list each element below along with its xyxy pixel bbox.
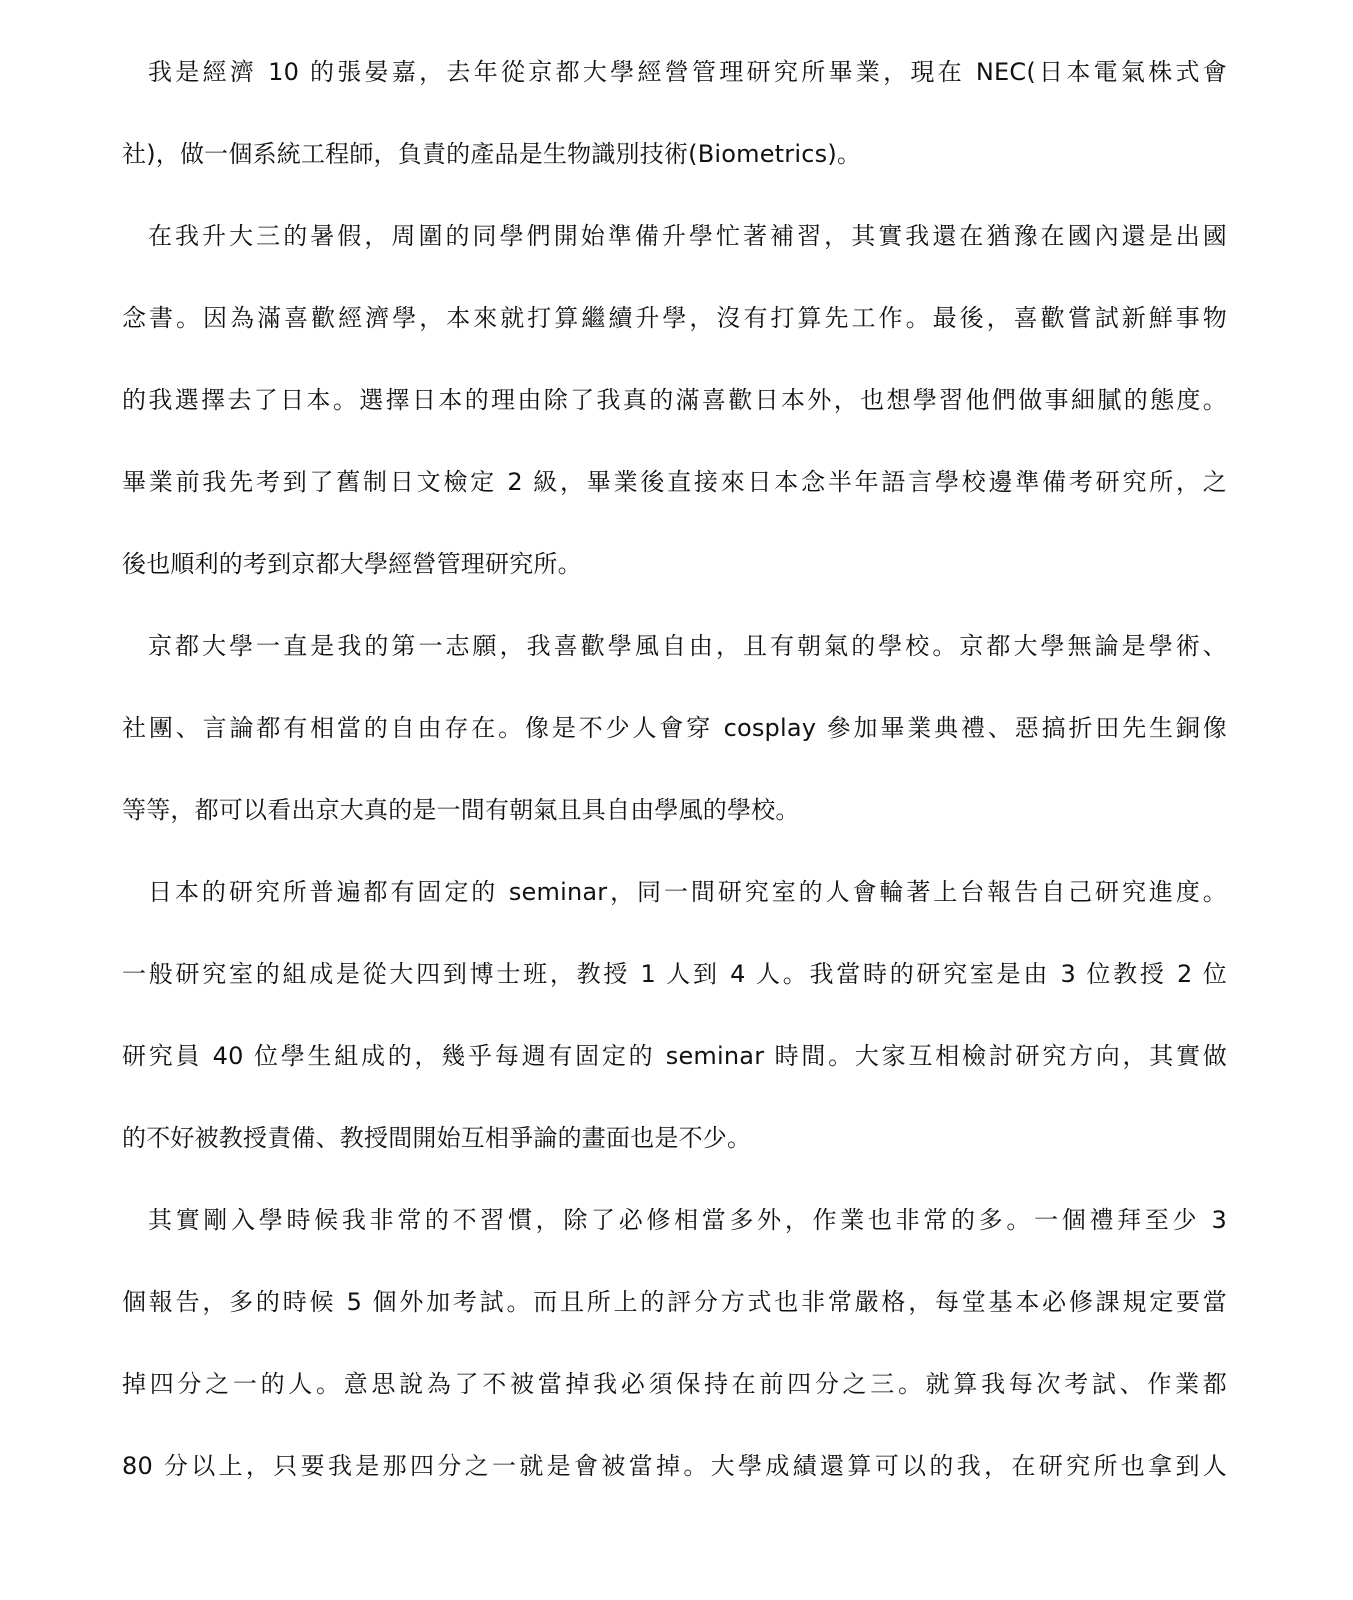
text-line: 日本的研究所普遍都有固定的 seminar，同一間研究室的人會輪著上台報告自己研究進度。: [148, 878, 1227, 906]
text-line: 其實剛入學時候我非常的不習慣，除了必修相當多外，作業也非常的多。一個禮拜至少 3: [148, 1206, 1227, 1234]
text-line: 畢業前我先考到了舊制日文檢定 2 級，畢業後直接來日本念半年語言學校邊準備考研究所，之: [122, 468, 1227, 496]
text-line: 個報告，多的時候 5 個外加考試。而且所上的評分方式也非常嚴格，每堂基本必修課規定要當: [122, 1288, 1227, 1316]
text-line: 念書。因為滿喜歡經濟學，本來就打算繼續升學，沒有打算先工作。最後，喜歡嘗試新鮮事物: [122, 304, 1227, 332]
text-line: 研究員 40 位學生組成的，幾乎每週有固定的 seminar 時間。大家互相檢討研究方向，其實做: [122, 1042, 1227, 1070]
text-line: 的我選擇去了日本。選擇日本的理由除了我真的滿喜歡日本外，也想學習他們做事細膩的態度。: [122, 386, 1227, 414]
paragraph: [122, 1200, 1227, 1487]
text-line: 社團、言論都有相當的自由存在。像是不少人會穿 cosplay 參加畢業典禮、惡搞折田先生銅像: [122, 714, 1227, 742]
text-line: 掉四分之一的人。意思說為了不被當掉我必須保持在前四分之三。就算我每次考試、作業都: [122, 1370, 1227, 1398]
text-line: 一般研究室的組成是從大四到博士班，教授 1 人到 4 人。我當時的研究室是由 3 位教授 2 位: [122, 960, 1227, 988]
paragraph: [122, 872, 1227, 1159]
paragraph: [122, 626, 1227, 831]
text-line: 80 分以上，只要我是那四分之一就是會被當掉。大學成績還算可以的我，在研究所也拿到人: [122, 1452, 1227, 1480]
text-line: 京都大學一直是我的第一志願，我喜歡學風自由，且有朝氣的學校。京都大學無論是學術、: [148, 632, 1227, 660]
text-line: 我是經濟 10 的張晏嘉，去年從京都大學經營管理研究所畢業，現在 NEC(日本電氣株式會: [148, 58, 1227, 86]
text-line: 等等，都可以看出京大真的是一間有朝氣且具自由學風的學校。: [122, 796, 800, 824]
text-line: 後也順利的考到京都大學經營管理研究所。: [122, 550, 582, 578]
text-line: 在我升大三的暑假，周圍的同學們開始準備升學忙著補習，其實我還在猶豫在國內還是出國: [148, 222, 1227, 250]
paragraph: [122, 216, 1227, 585]
text-line: 的不好被教授責備、教授間開始互相爭論的畫面也是不少。: [122, 1124, 752, 1152]
paragraph: [122, 52, 1227, 175]
text-line: 社)，做一個系統工程師，負責的產品是生物識別技術(Biometrics)。: [122, 140, 862, 168]
